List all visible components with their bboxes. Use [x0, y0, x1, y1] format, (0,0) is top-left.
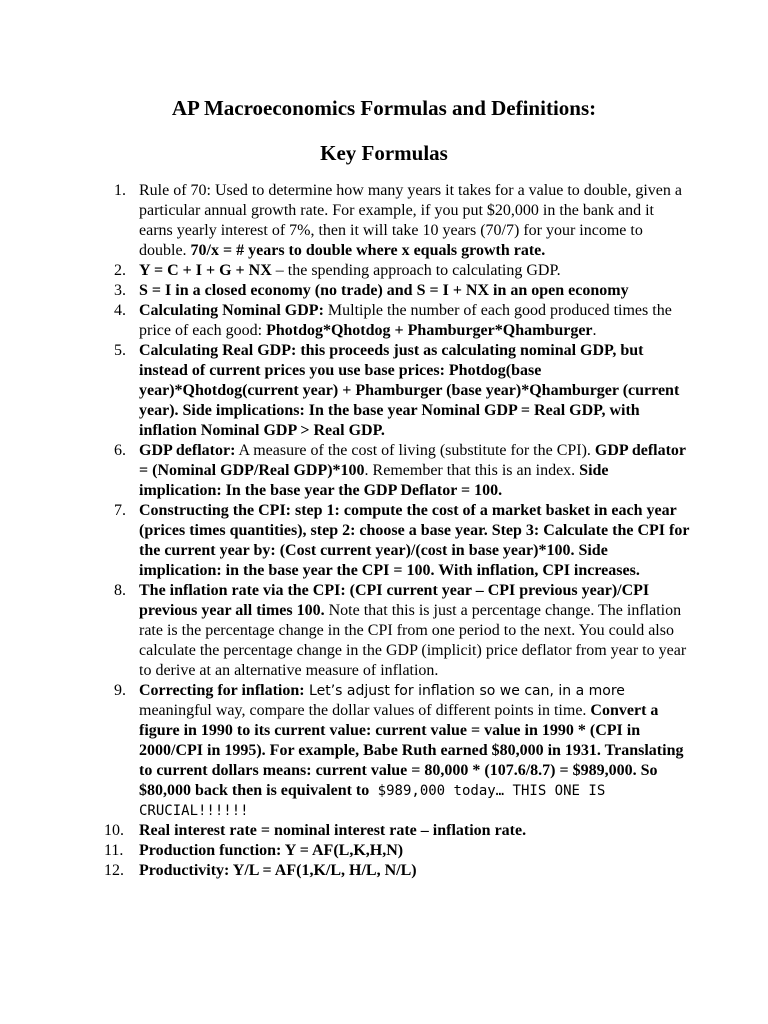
section-heading: Key Formulas [320, 141, 448, 165]
bold-text: Side implication: In the base year the GDP Deflator = 100. [139, 462, 609, 499]
formula-item [0, 501, 690, 581]
item-text-run: Rule of 70: Used to determine how many years it takes for a value to double, given a particular annual growth rate. For example, if you put $20,000 in the bank and it earns yearly interest of 7%, then it will take 10 years (70/7) for your income to double. [139, 182, 682, 259]
item-number: 7. [114, 502, 126, 519]
item-text-run: $989,000 today… THIS ONE IS CRUCIAL!!!!!! [139, 783, 606, 819]
item-number: 10. [104, 822, 124, 839]
item-text [139, 342, 679, 439]
bold-text: Convert a figure in 1990 to its current value: current value = value in 1990 * (CPI in 2000/CPI in 1995). For example, Babe Ruth earned $80,000 in 1931. Translating to current dollars means: current value = 80,000 * (107.6/8.7) = $989,000. So $80,000 back then is equivalent to [139, 702, 684, 799]
bold-text: Productivity: Y/L = AF(1,K/L, H/L, N/L) [139, 862, 417, 879]
item-number: 9. [114, 682, 126, 699]
bold-text: Calculating Real GDP: this proceeds just as calculating nominal GDP, but instead of current prices you use base prices: Photdog(base year)*Qhotdog(current year) + Phamburger (base year)*Qhamburger (current year). Side implications: In the base year Nominal GDP = Real GDP, with inflation Nominal GDP > Real GDP. [139, 342, 680, 439]
page-title: AP Macroeconomics Formulas and Definitions: [171, 96, 597, 120]
item-number: 2. [114, 262, 126, 279]
bold-text: GDP deflator: [139, 442, 236, 459]
item-text [139, 282, 629, 299]
formula-item [0, 681, 690, 821]
item-number: 12. [104, 862, 124, 879]
item-text [139, 862, 417, 879]
bold-text: Constructing the CPI: step 1: compute the cost of a market basket in each year (prices times quantities), step 2: choose a base year. Step 3: Calculate the CPI for the current year by: (Cost current year)/(cost in base year)*100. Side implication: in the base year the CPI = 100. With inflation, CPI increases. [139, 502, 690, 579]
bold-text: GDP deflator = (Nominal GDP/Real GDP)*100 [139, 442, 686, 479]
bold-text: The inflation rate via the CPI: (CPI current year – CPI previous year)/CPI previous year all times 100. [139, 582, 650, 619]
bold-text: Real interest rate = nominal interest rate – inflation rate. [139, 822, 527, 839]
formula-item [0, 841, 690, 861]
bold-text: Production function: Y = AF(L,K,H,N) [139, 842, 404, 859]
formula-item [0, 281, 690, 301]
item-text-run: Let’s adjust for inflation so we can, in a more [304, 683, 625, 699]
item-text [139, 302, 672, 339]
bold-text: Y = C + I + G + NX [139, 262, 272, 279]
item-text [139, 262, 561, 279]
item-text-run: A measure of the cost of living (substitute for the CPI). [235, 442, 595, 459]
formula-item [0, 301, 690, 341]
formula-list [0, 181, 690, 881]
formula-item [0, 261, 690, 281]
formula-item [0, 821, 690, 841]
item-text-run: Multiple the number of each good produced times the price of each good: [139, 302, 672, 339]
item-text-run: . [592, 322, 597, 339]
item-number: 6. [114, 442, 126, 459]
formula-item [0, 581, 690, 681]
item-text [139, 182, 682, 259]
item-number: 11. [104, 842, 124, 859]
bold-text: Calculating Nominal GDP: [139, 302, 324, 319]
bold-text: Photdog*Qhotdog + Phamburger*Qhamburger [266, 322, 593, 339]
item-number: 8. [114, 582, 126, 599]
item-text [139, 842, 403, 859]
item-number: 1. [114, 182, 126, 199]
item-text [139, 502, 689, 579]
item-text [139, 822, 526, 839]
formula-item [0, 861, 690, 881]
bold-text: S = I in a closed economy (no trade) and S = I + NX in an open economy [139, 282, 629, 299]
item-number: 5. [114, 342, 126, 359]
formula-item [0, 181, 690, 261]
item-text-run: . Remember that this is an index. [364, 462, 580, 479]
item-text [139, 582, 686, 679]
item-text [139, 682, 683, 819]
item-text-run: meaningful way, compare the dollar values of different points in time. [139, 702, 591, 719]
item-number: 4. [114, 302, 126, 319]
formula-item [0, 441, 690, 501]
item-text-run: Note that this is just a percentage change. The inflation rate is the percentage change in the CPI from one period to the next. You could also calculate the percentage change in the GDP (implicit) price deflator from year to year to derive at an alternative measure of inflation. [139, 602, 687, 679]
item-number: 3. [114, 282, 126, 299]
formula-item [0, 341, 690, 441]
item-text [139, 442, 686, 499]
bold-text: Correcting for inflation: [139, 682, 305, 699]
bold-text: 70/x = # years to double where x equals growth rate. [190, 242, 546, 259]
item-text-run: – the spending approach to calculating GDP. [271, 262, 561, 279]
